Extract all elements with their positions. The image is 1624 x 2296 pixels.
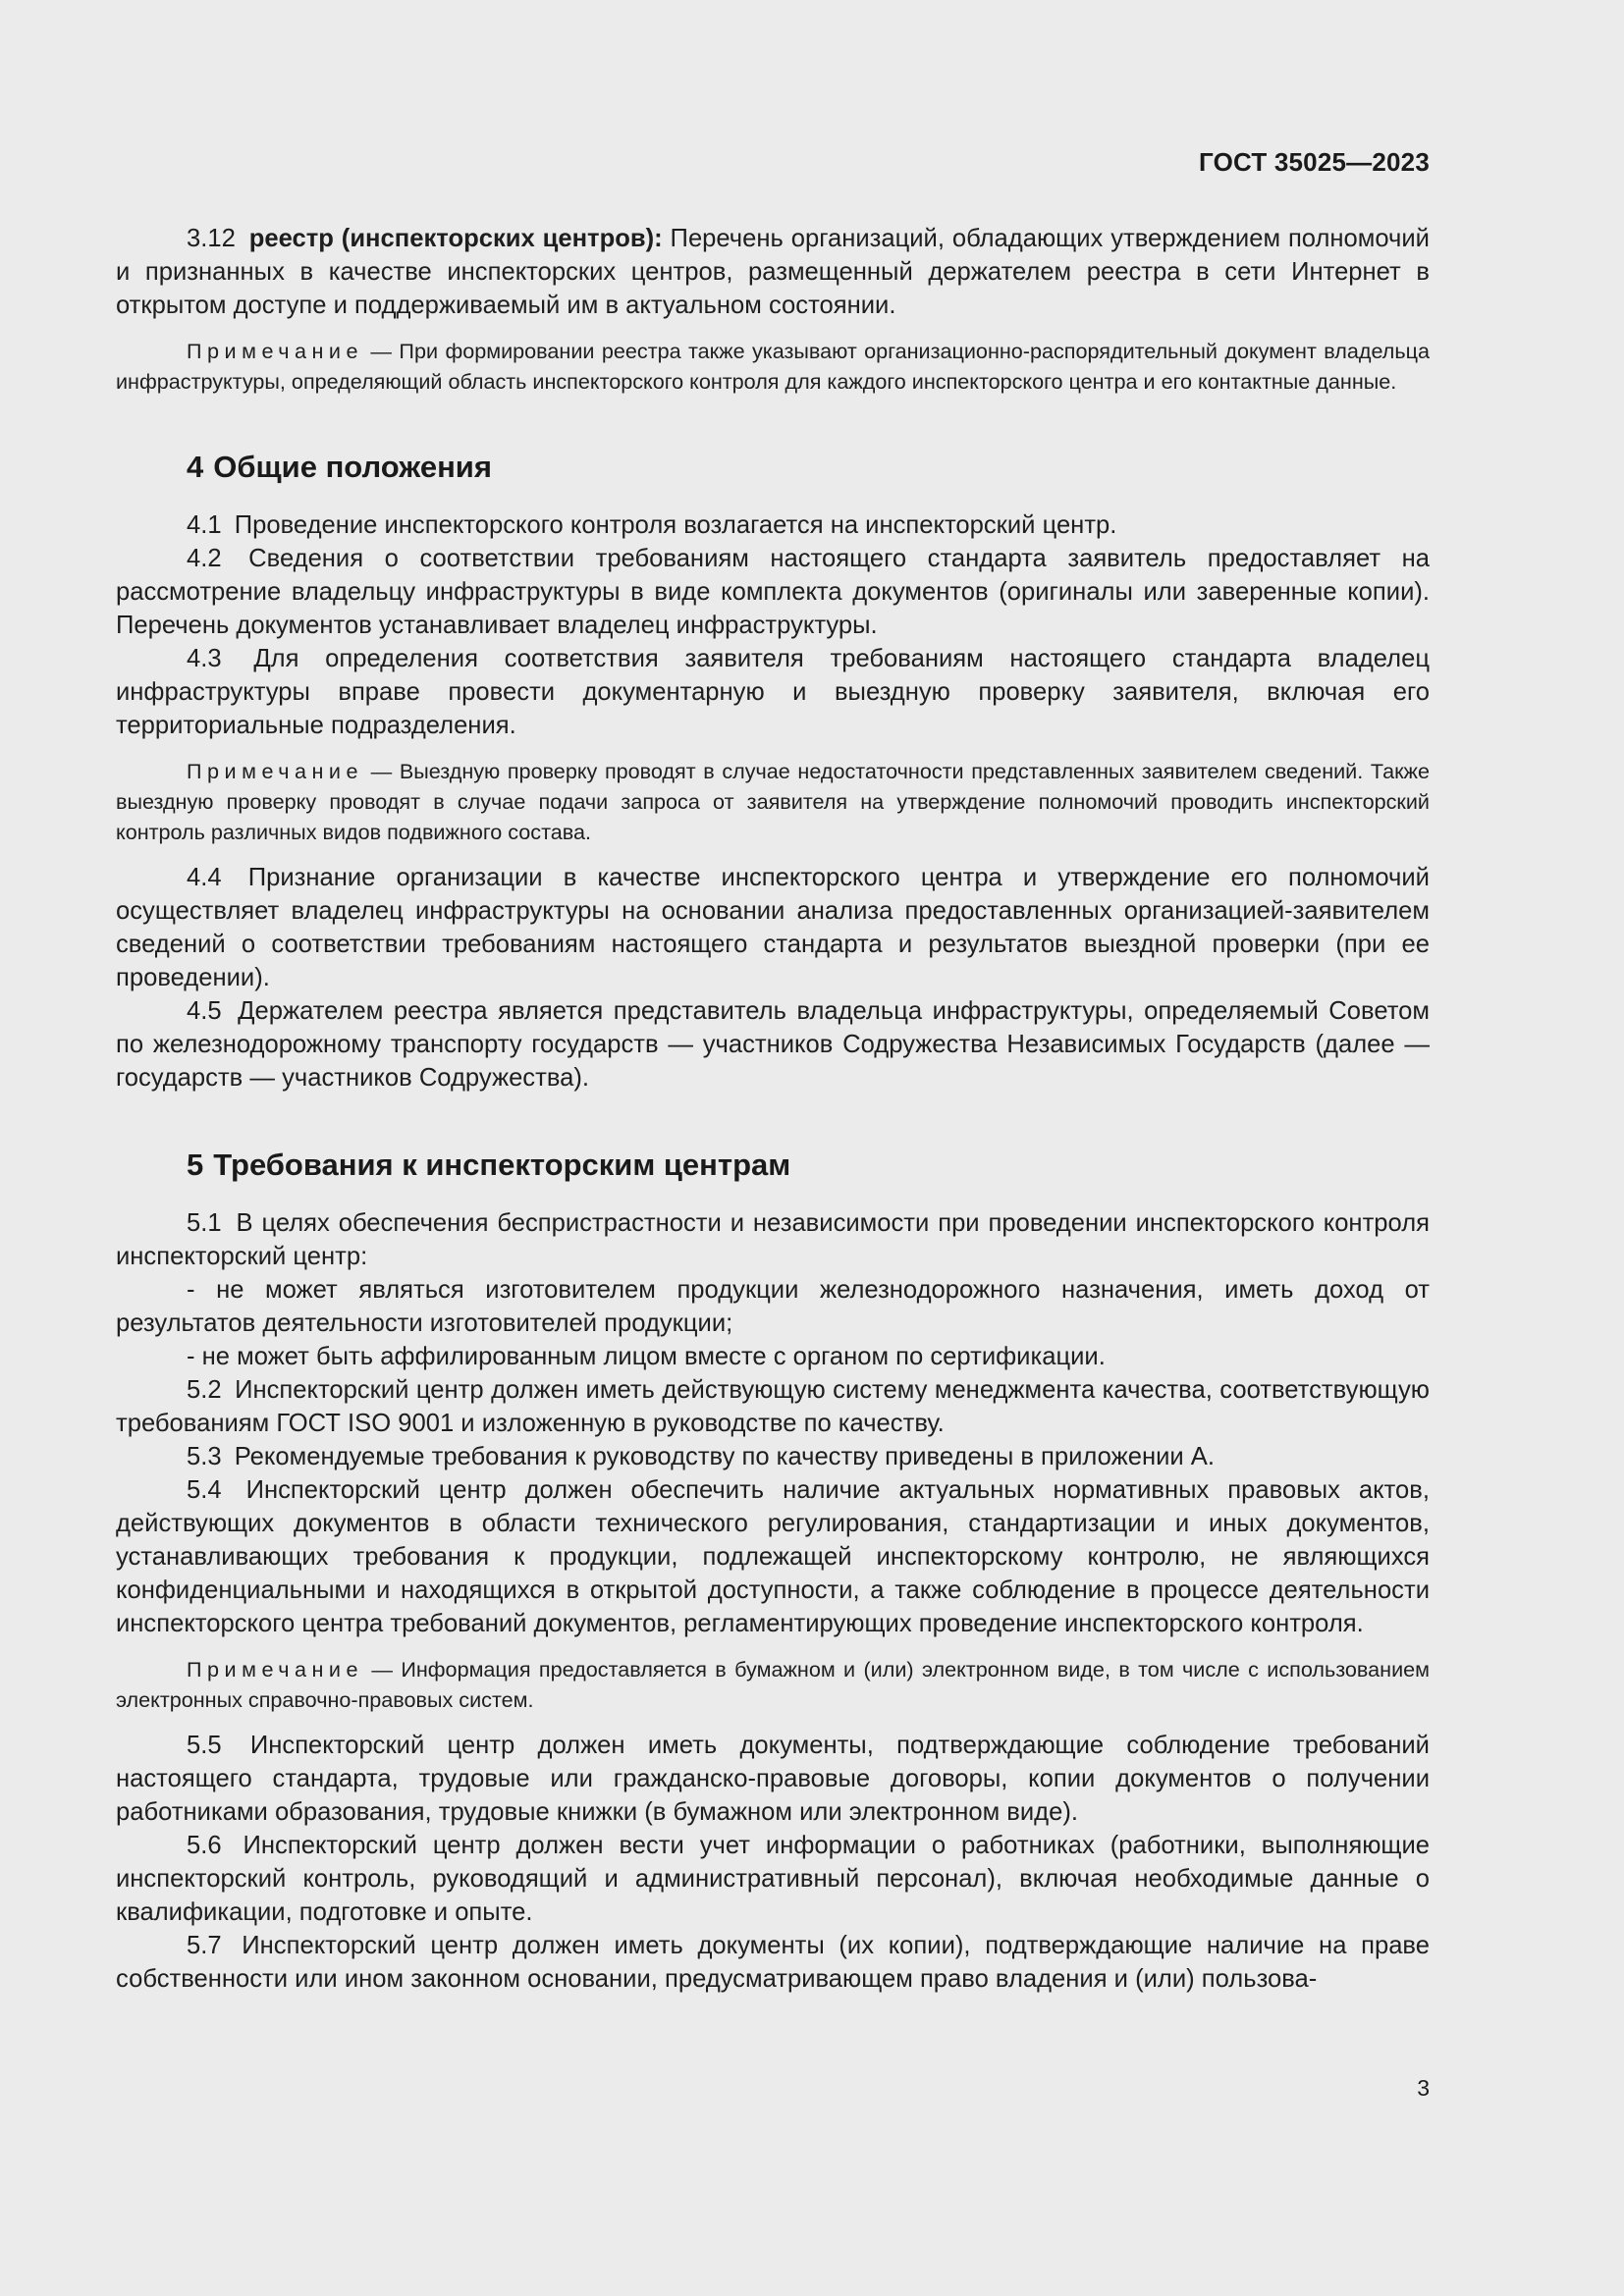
clause-text: Инспекторский центр должен иметь действующую систему менеджмента качества, соответствующую требованиям ГОСТ ISO 9001 и изложенную в руководстве по качеству. xyxy=(116,1376,1430,1437)
clause-text: Инспекторский центр должен иметь документы, подтверждающие соблюдение требований настоящего стандарта, трудовые или гражданско-правовые договоры, копии документов о получении работниками образования, трудовые книжки (в бумажном или электронном виде). xyxy=(116,1732,1430,1826)
clause-number: 5.3 xyxy=(187,1443,222,1470)
clause-text: Сведения о соответствии требованиям настоящего стандарта заявитель предоставляет на рассмотрение владельцу инфраструктуры в виде комплекта документов (оригиналы или заверенные копии). Перечень документов устанавливает владелец инфраструктуры. xyxy=(116,545,1430,639)
list-item: - не может являться изготовителем продукции железнодорожного назначения, иметь доход от результатов деятельности изготовителей продукции; xyxy=(116,1276,1430,1337)
clause-number: 3.12 xyxy=(187,225,236,252)
paragraph-5-4 xyxy=(116,1473,1430,1640)
note-label: Примечание xyxy=(187,339,363,363)
page-content xyxy=(116,222,1430,1996)
note-label: Примечание xyxy=(187,759,363,783)
paragraph-5-1 xyxy=(116,1206,1430,1273)
clause-text: Держателем реестра является представитель владельца инфраструктуры, определяемый Советом по железнодорожному транспорту государств — участников Содружества Независимых Государств (далее — государств — участников Содружества). xyxy=(116,997,1430,1092)
paragraph-4-4 xyxy=(116,861,1430,994)
clause-text: Для определения соответствия заявителя требованиям настоящего стандарта владелец инфраструктуры вправе провести документарную и выездную проверку заявителя, включая его территориальные подразделения. xyxy=(116,645,1430,739)
clause-number: 4.2 xyxy=(187,545,222,572)
section-number: 5 xyxy=(187,1148,204,1182)
clause-text: Рекомендуемые требования к руководству по качеству приведены в приложении А. xyxy=(234,1443,1215,1470)
note-5-4 xyxy=(116,1654,1430,1715)
paragraph-4-3 xyxy=(116,642,1430,742)
clause-number: 4.5 xyxy=(187,997,222,1025)
clause-number: 5.4 xyxy=(187,1476,222,1504)
section-title: Требования к инспекторским центрам xyxy=(213,1148,791,1182)
clause-number: 4.1 xyxy=(187,511,222,539)
paragraph-5-7 xyxy=(116,1929,1430,1996)
section-title: Общие положения xyxy=(213,450,492,484)
clause-number: 5.2 xyxy=(187,1376,222,1404)
clause-number: 4.3 xyxy=(187,645,222,672)
term-definition-title: реестр (инспекторских центров): xyxy=(248,225,663,252)
paragraph-5-3 xyxy=(116,1440,1430,1473)
page-number: 3 xyxy=(1417,2075,1430,2101)
paragraph-5-5 xyxy=(116,1729,1430,1829)
clause-text: Инспекторский центр должен обеспечить наличие актуальных нормативных правовых актов, действующих документов в области технического регулирования, стандартизации и иных документов, устанавливающих требования к продукции, подлежащей инспекторскому контролю, не являющихся конфиденциальными и находящихся в открытой доступности, а также соблюдение в процессе деятельности инспекторского центра требований документов, регламентирующих проведение инспекторского контроля. xyxy=(116,1476,1430,1637)
paragraph-5-2 xyxy=(116,1373,1430,1440)
paragraph-4-5 xyxy=(116,994,1430,1095)
clause-number: 4.4 xyxy=(187,864,222,891)
clause-text: В целях обеспечения беспристрастности и независимости при проведении инспекторского контроля инспекторский центр: xyxy=(116,1209,1430,1270)
paragraph-3-12 xyxy=(116,222,1430,322)
note-4-3 xyxy=(116,756,1430,847)
note-3-12 xyxy=(116,336,1430,397)
clause-number: 5.1 xyxy=(187,1209,222,1237)
section-heading-5 xyxy=(116,1146,1430,1185)
clause-text: Инспекторский центр должен вести учет информации о работниках (работники, выполняющие инспекторский контроль, руководящий и административный персонал), включая необходимые данные о квалификации, подготовке и опыте. xyxy=(116,1832,1430,1926)
clause-text: Проведение инспекторского контроля возлагается на инспекторский центр. xyxy=(234,511,1117,539)
paragraph-4-1 xyxy=(116,508,1430,542)
clause-text: Перечень организаций, обладающих утверждением полномочий и признанных в качестве инспекторских центров, размещенный держателем реестра в сети Интернет в открытом доступе и поддерживаемый им в актуальном состоянии. xyxy=(116,225,1430,319)
clause-text: Инспекторский центр должен иметь документы (их копии), подтверждающие наличие на праве собственности или ином законном основании, предусматривающем право владения и (или) пользова- xyxy=(116,1932,1430,1993)
clause-number: 5.5 xyxy=(187,1732,222,1759)
section-number: 4 xyxy=(187,450,204,484)
paragraph-5-6 xyxy=(116,1829,1430,1929)
note-label: Примечание xyxy=(187,1657,363,1682)
note-text: — При формировании реестра также указывают организационно-распорядительный документ владельца инфраструктуры, определяющий область инспекторского контроля для каждого инспекторского центра и его контактные данные. xyxy=(116,339,1430,394)
clause-number: 5.7 xyxy=(187,1932,222,1959)
list-item: - не может быть аффилированным лицом вместе с органом по сертификации. xyxy=(187,1343,1106,1370)
standard-designation: ГОСТ 35025—2023 xyxy=(1199,147,1430,177)
clause-number: 5.6 xyxy=(187,1832,222,1859)
clause-text: Признание организации в качестве инспекторского центра и утверждение его полномочий осуществляет владелец инфраструктуры на основании анализа предоставленных организацией-заявителем сведений о соответствии требованиям настоящего стандарта и результатов выездной проверки (при ее проведении). xyxy=(116,864,1430,991)
section-heading-4 xyxy=(116,448,1430,487)
note-text: — Выездную проверку проводят в случае недостаточности представленных заявителем сведений. Также выездную проверку проводят в случае подачи запроса от заявителя на утверждение полномочий проводить инспекторский контроль различных видов подвижного состава. xyxy=(116,759,1430,844)
paragraph-4-2 xyxy=(116,542,1430,642)
note-text: — Информация предоставляется в бумажном и (или) электронном виде, в том числе с использованием электронных справочно-правовых систем. xyxy=(116,1657,1430,1712)
